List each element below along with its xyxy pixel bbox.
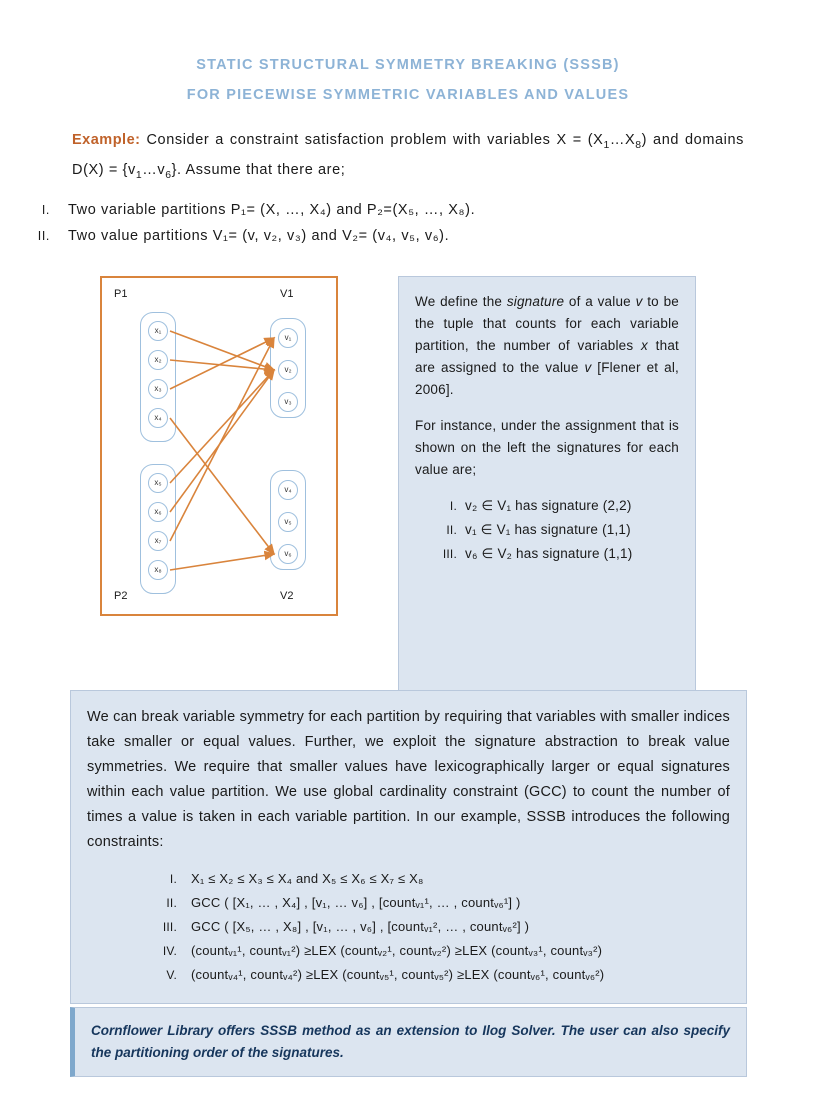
intro-text-mid3: …v bbox=[142, 161, 166, 178]
intro-text-mid2: ) and domains D(X) = {v bbox=[72, 132, 744, 178]
diagram-label-p1: P1 bbox=[114, 287, 128, 300]
definition-paragraph-1 bbox=[415, 291, 679, 401]
list-item-number: II. bbox=[37, 228, 50, 243]
list-item-label: X₁ ≤ X₂ ≤ X₃ ≤ X₄ and X₅ ≤ X₆ ≤ X₇ ≤ X₈ bbox=[191, 871, 424, 886]
explanation-box bbox=[70, 690, 747, 1004]
list-item-number: I. bbox=[41, 202, 50, 217]
node-v2: v₂ bbox=[278, 360, 298, 380]
constraints-list bbox=[87, 867, 730, 987]
list-item-number: V. bbox=[166, 968, 177, 982]
def-p1-b: of a value bbox=[564, 293, 636, 309]
list-item-number: II. bbox=[446, 522, 457, 537]
node-x8: x₈ bbox=[148, 560, 168, 580]
node-x7: x₇ bbox=[148, 531, 168, 551]
signature-examples-list bbox=[415, 495, 679, 565]
intro-text-end: }. Assume that there are; bbox=[171, 161, 346, 178]
list-item bbox=[87, 939, 730, 963]
list-item-label: (countᵥ₁¹, countᵥ₁²) ≥LEX (countᵥ₂¹, countᵥ₂²) ≥LEX (countᵥ₃¹, countᵥ₃²) bbox=[191, 943, 603, 958]
list-item-number: II. bbox=[166, 896, 177, 910]
def-v-symbol-2: v bbox=[584, 359, 592, 375]
node-v6: v₆ bbox=[278, 544, 298, 564]
assumptions-list bbox=[0, 198, 816, 248]
definition-paragraph-2: For instance, under the assignment that is shown on the left the signatures for each value are; bbox=[415, 417, 679, 477]
assignment-diagram bbox=[100, 276, 338, 616]
list-item-label: GCC ( [X₁, … , X₄] , [v₁, … v₆] , [countᵥ₁¹, … , countᵥ₆¹] ) bbox=[191, 895, 521, 910]
intro-sub-2: 8 bbox=[635, 139, 642, 151]
def-signature-word: signature bbox=[506, 293, 565, 309]
title-line-2: FOR PIECEWISE SYMMETRIC VARIABLES AND VALUES bbox=[186, 87, 630, 103]
node-v5: v₅ bbox=[278, 512, 298, 532]
list-item bbox=[0, 198, 816, 222]
list-item-label: (countᵥ₄¹, countᵥ₄²) ≥LEX (countᵥ₅¹, countᵥ₅²) ≥LEX (countᵥ₆¹, countᵥ₆²) bbox=[191, 967, 605, 982]
document-page bbox=[0, 50, 816, 1106]
middle-section bbox=[0, 276, 816, 621]
list-item-label: v₂ ∈ V₁ has signature (2,2) bbox=[465, 497, 632, 513]
diagram-label-v2: V2 bbox=[280, 589, 294, 602]
intro-sub-4: 6 bbox=[165, 169, 172, 181]
node-x1: x₁ bbox=[148, 321, 168, 341]
list-item-number: III. bbox=[442, 546, 457, 561]
node-v4: v₄ bbox=[278, 480, 298, 500]
title-line-1: STATIC STRUCTURAL SYMMETRY BREAKING (SSSB) bbox=[196, 57, 620, 73]
list-item-label: v₆ ∈ V₂ has signature (1,1) bbox=[465, 545, 633, 561]
def-p1-a: We define the bbox=[415, 293, 507, 309]
list-item bbox=[415, 519, 679, 541]
node-x3: x₃ bbox=[148, 379, 168, 399]
list-item-number: IV. bbox=[162, 944, 177, 958]
list-item-label: GCC ( [X₅, … , X₈] , [v₁, … , v₆] , [countᵥ₁², … , countᵥ₆²] ) bbox=[191, 919, 530, 934]
def-v-symbol: v bbox=[635, 293, 643, 309]
list-item bbox=[87, 963, 730, 987]
list-item bbox=[415, 495, 679, 517]
list-item bbox=[0, 224, 816, 248]
def-x-symbol: x bbox=[641, 337, 648, 353]
document-title bbox=[0, 50, 816, 110]
list-item bbox=[87, 891, 730, 915]
node-x4: x₄ bbox=[148, 408, 168, 428]
node-v3: v₃ bbox=[278, 392, 298, 412]
def-p1-e: [Flener et al, 2006]. bbox=[415, 359, 679, 397]
list-item-number: I. bbox=[169, 872, 177, 886]
node-x2: x₂ bbox=[148, 350, 168, 370]
footer-note: Cornflower Library offers SSSB method as an extension to Ilog Solver. The user can also specify the partitioning order of the signatures. bbox=[70, 1007, 747, 1077]
example-label: Example: bbox=[72, 132, 141, 148]
def-p1-c: to be the tuple that counts for each variable partition, the number of variables bbox=[415, 293, 679, 353]
node-x5: x₅ bbox=[148, 473, 168, 493]
node-v1: v₁ bbox=[278, 328, 298, 348]
intro-text-mid1: …X bbox=[609, 132, 636, 148]
node-x6: x₆ bbox=[148, 502, 168, 522]
intro-sub-1: 1 bbox=[603, 139, 610, 151]
explanation-paragraph: We can break variable symmetry for each partition by requiring that variables with smaller indices take smaller or equal values. Further, we exploit the signature abstraction to break value symmetries. We require that smaller values have lexicographically larger or equal signatures within each value partition. We use global cardinality constraint (GCC) to count the number of times a value is taken in each variable partition. In our example, SSSB introduces the following constraints: bbox=[87, 709, 730, 850]
list-item-label: Two variable partitions P₁= (X, …, X₄) and P₂=(X₅, …, X₈). bbox=[68, 201, 476, 218]
intro-paragraph bbox=[72, 128, 744, 188]
list-item-label: Two value partitions V₁= (v, v₂, v₃) and V₂= (v₄, v₅, v₆). bbox=[68, 227, 450, 244]
list-item bbox=[415, 543, 679, 565]
def-p1-d: that are assigned to the value bbox=[415, 337, 679, 375]
diagram-label-p2: P2 bbox=[114, 589, 128, 602]
list-item-label: v₁ ∈ V₁ has signature (1,1) bbox=[465, 521, 631, 537]
list-item-number: III. bbox=[162, 920, 177, 934]
list-item-number: I. bbox=[449, 498, 457, 513]
list-item bbox=[87, 867, 730, 891]
list-item bbox=[87, 915, 730, 939]
intro-sub-3: 1 bbox=[135, 169, 143, 181]
intro-text-part1: Consider a constraint satisfaction problem with variables X = (X bbox=[146, 132, 604, 148]
diagram-label-v1: V1 bbox=[280, 287, 294, 300]
